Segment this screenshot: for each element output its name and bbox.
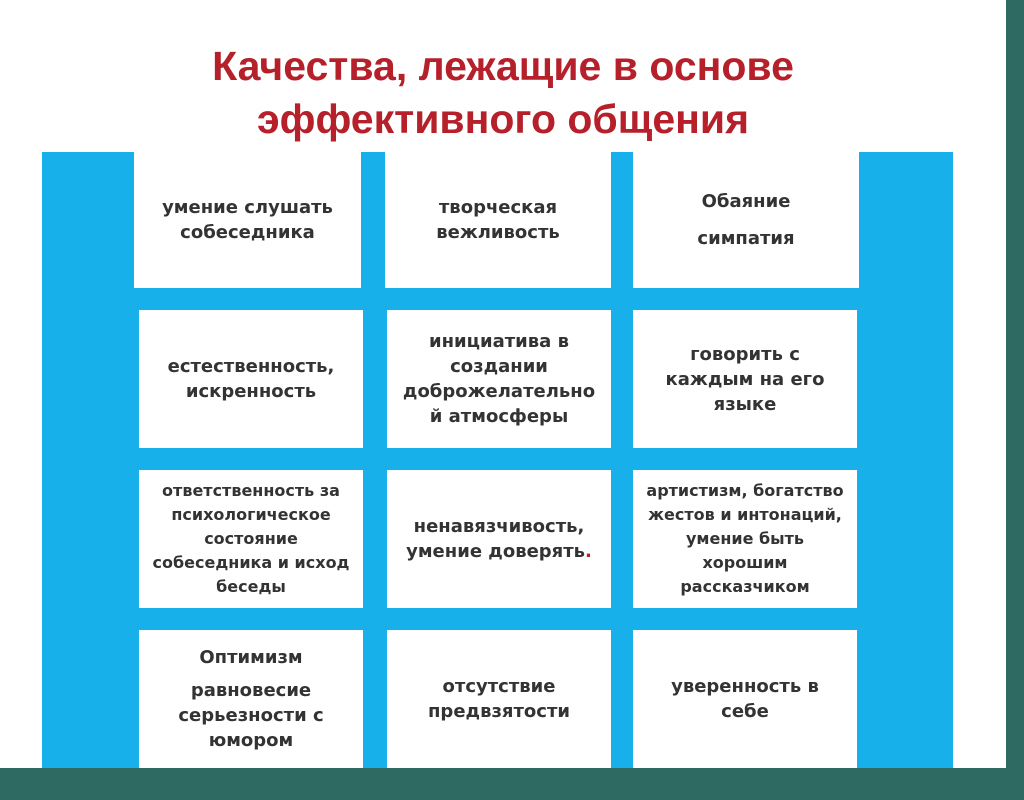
cell-text: психологическое — [171, 505, 331, 524]
quality-cell — [633, 470, 857, 608]
cell-text: вежливость — [436, 222, 560, 243]
quality-cell — [385, 152, 611, 288]
cell-text: артистизм, богатство — [646, 481, 844, 500]
left-pillar — [42, 152, 134, 768]
cell-text: инициатива в — [428, 331, 569, 352]
cell-text: умение быть — [685, 529, 805, 548]
quality-cell — [387, 470, 611, 608]
cell-text: естественность, — [167, 356, 335, 377]
quality-cell — [387, 310, 611, 448]
frame-right — [1006, 0, 1024, 768]
cell-text: собеседника — [180, 222, 315, 243]
right-pillar — [859, 152, 953, 768]
cell-text: языке — [713, 393, 777, 415]
cell-text: й атмосферы — [429, 406, 569, 427]
quality-cell — [633, 152, 859, 288]
cell-text: симпатия — [697, 228, 795, 249]
quality-cell — [139, 470, 363, 608]
cell-text: предвзятости — [428, 701, 570, 722]
cell-text: равновесие — [190, 680, 312, 701]
cell-text: уверенность в — [671, 676, 819, 697]
cell-text: собеседника и исход — [152, 553, 350, 572]
cell-text: Оптимизм — [199, 647, 303, 668]
quality-cell — [633, 310, 857, 448]
cell-text: беседы — [216, 577, 286, 596]
cell-text: серьезности с — [178, 705, 324, 726]
cell-text: творческая — [438, 197, 558, 218]
cell-text: состояние — [204, 529, 298, 548]
cell-text: умение слушать — [162, 197, 333, 218]
page-title — [0, 40, 1006, 146]
title-line-2: эффективного общения — [256, 96, 750, 142]
cell-text: хорошим — [702, 553, 788, 572]
cell-text: говорить с — [690, 343, 800, 365]
cell-text: юмором — [208, 730, 294, 751]
quality-cell — [387, 630, 611, 768]
cell-text: жестов и интонаций, — [648, 505, 842, 524]
cell-text: себе — [721, 701, 769, 722]
cell-text: искренность — [185, 381, 317, 402]
quality-cell — [139, 630, 363, 768]
cell-text: умение доверять — [406, 541, 586, 562]
title-line-1: Качества, лежащие в основе — [212, 43, 794, 89]
cell-text: ответственность за — [162, 481, 340, 500]
quality-cell — [633, 630, 857, 768]
quality-cell — [139, 310, 363, 448]
cell-text: создании — [450, 356, 548, 377]
quality-cell — [134, 152, 361, 288]
cell-text: отсутствие — [442, 676, 556, 697]
cell-text: ненавязчивость, — [413, 516, 585, 537]
cell-text: каждым на его — [665, 368, 825, 390]
cell-text: доброжелательно — [402, 381, 596, 402]
cell-text-accent: . — [585, 541, 592, 562]
cell-text: рассказчиком — [680, 577, 810, 596]
frame-bottom — [0, 768, 1024, 800]
cell-text: Обаяние — [701, 191, 791, 212]
